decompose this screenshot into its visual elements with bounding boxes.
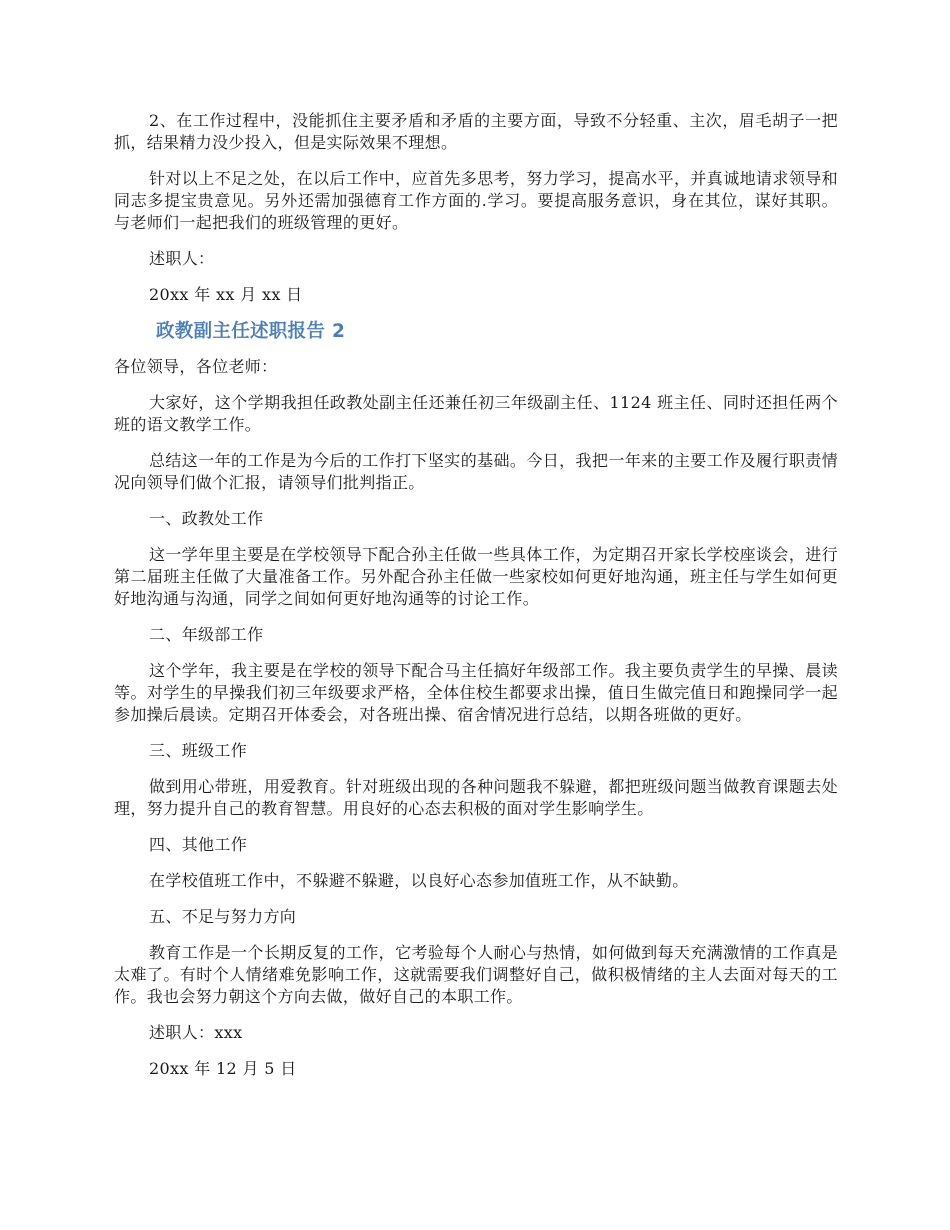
- heading-political-education: 一、政教处工作: [149, 509, 264, 528]
- date-line: 20xx 年 xx 月 xx 日: [149, 285, 303, 304]
- report-2-date: 20xx 年 12 月 5 日: [149, 1059, 297, 1078]
- shortcoming-point-2: 2、在工作过程中，没能抓住主要矛盾和矛盾的主要方面，导致不分轻重、主次，眉毛胡子一把抓，结果精力没少投入，但是实际效果不理想。: [114, 111, 838, 152]
- shortcomings-paragraph: 教育工作是一个长期反复的工作，它考验每个人耐心与热情，如何做到每天充满激情的工作真是太难了。有时个人情绪难免影响工作，这就需要我们调整好自己，做积极情绪的主人去面对每天的工作。我也会努力朝这个方向去做，做好自己的本职工作。: [114, 943, 838, 1006]
- political-education-paragraph: 这一学年里主要是在学校领导下配合孙主任做一些具体工作，为定期召开家长学校座谈会，进行第二届班主任做了大量准备工作。另外配合孙主任做一些家校如何更好地沟通，班主任与学生如何更好地沟通与沟通，同学之间如何更好地沟通等的讨论工作。: [114, 545, 838, 608]
- report-2-title: 政教副主任述职报告 2: [156, 321, 346, 342]
- document-body: [114, 110, 838, 1094]
- heading-class-work: 三、班级工作: [149, 741, 248, 760]
- signer-line: 述职人：: [149, 249, 215, 268]
- intro-paragraph: 大家好，这个学期我担任政教处副主任还兼任初三年级副主任、1124 班主任、同时还担任两个班的语文教学工作。: [114, 393, 838, 434]
- salutation: 各位领导，各位老师：: [114, 357, 278, 376]
- report-2-signer: 述职人：xxx: [149, 1023, 243, 1042]
- summary-paragraph: 总结这一年的工作是为今后的工作打下坚实的基础。今日，我把一年来的主要工作及履行职责情况向领导们做个汇报，请领导们批判指正。: [114, 451, 838, 492]
- improvement-paragraph: 针对以上不足之处，在以后工作中，应首先多思考，努力学习，提高水平，并真诚地请求领导和同志多提宝贵意见。另外还需加强德育工作方面的.学习。要提高服务意识，身在其位，谋好其职。与老师们一起把我们的班级管理的更好。: [114, 169, 838, 232]
- grade-department-paragraph: 这个学年，我主要是在学校的领导下配合马主任搞好年级部工作。我主要负责学生的早操、晨读等。对学生的早操我们初三年级要求严格，全体住校生都要求出操，值日生做完值日和跑操同学一起参加操后晨读。定期召开体委会，对各班出操、宿舍情况进行总结，以期各班做的更好。: [114, 661, 838, 724]
- heading-grade-department: 二、年级部工作: [149, 625, 264, 644]
- heading-shortcomings: 五、不足与努力方向: [149, 907, 297, 926]
- other-work-paragraph: 在学校值班工作中，不躲避不躲避，以良好心态参加值班工作，从不缺勤。: [149, 871, 689, 890]
- class-work-paragraph: 做到用心带班，用爱教育。针对班级出现的各种问题我不躲避，都把班级问题当做教育课题去处理，努力提升自己的教育智慧。用良好的心态去积极的面对学生影响学生。: [114, 777, 838, 818]
- heading-other-work: 四、其他工作: [149, 835, 248, 854]
